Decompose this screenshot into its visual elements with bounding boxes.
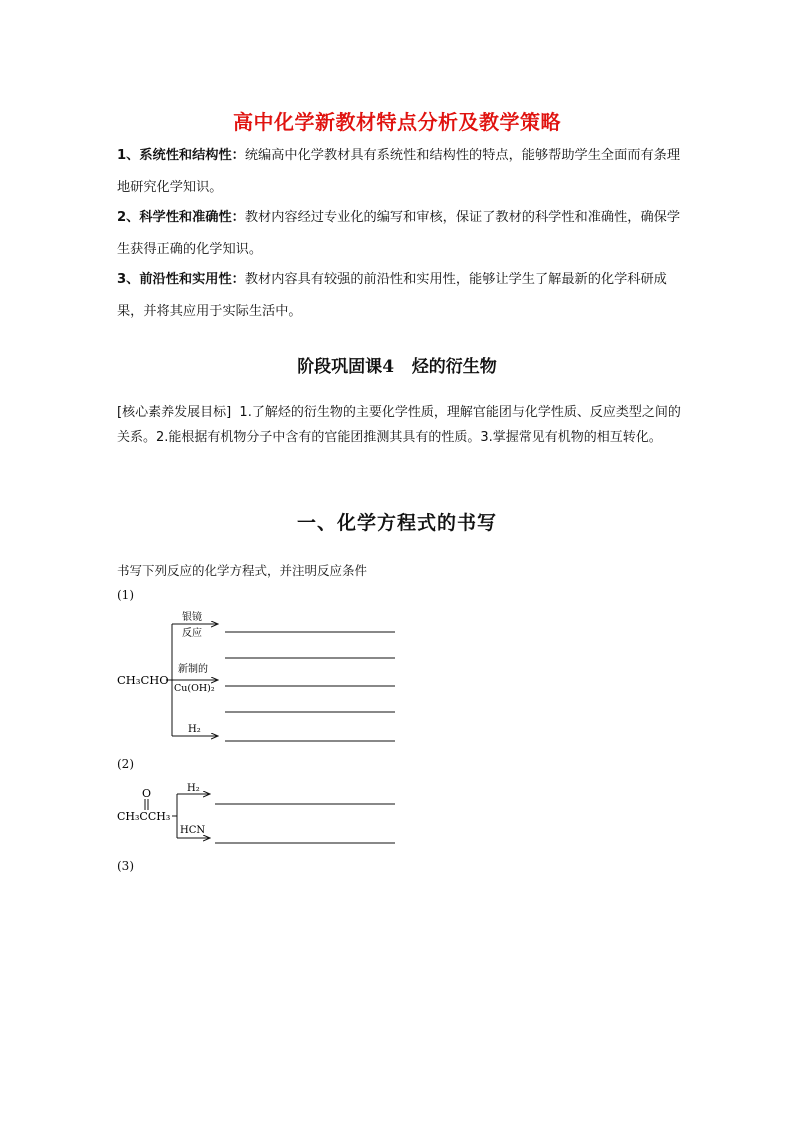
p1-cond1-bottom: 反应 (182, 628, 202, 639)
p1-reactant: CH₃CHO (117, 673, 169, 687)
instruction-text: 书写下列反应的化学方程式，并注明反应条件 (117, 563, 368, 578)
p2-cond2: HCN (180, 825, 206, 836)
lesson-title-suffix: 烃的衍生物 (411, 357, 497, 377)
core-goal (117, 400, 682, 450)
feature-2-text: 教材内容经过专业化的编写和审核，保证了教材的科学性和准确性，确保学生获得正确的化学知识。 (117, 210, 681, 257)
p1-cond2-top: 新制的 (178, 664, 208, 675)
p1-cond1-top: 银镜 (182, 612, 202, 623)
p1-cond3: H₂ (188, 724, 201, 735)
lesson-title (0, 352, 794, 377)
problem-3-label: (3) (117, 859, 134, 873)
feature-1-label: 1、系统性和结构性： (117, 148, 245, 163)
p2-carbonyl-oxygen: O (142, 787, 152, 800)
lesson-title-prefix: 阶段巩固课 (297, 357, 383, 377)
core-goal-label: [核心素养发展目标] (117, 405, 232, 420)
feature-1-text: 统编高中化学教材具有系统性和结构性的特点，能够帮助学生全面而有条理地研究化学知识。 (117, 148, 681, 195)
feature-3 (117, 264, 682, 328)
problem-2-label: (2) (117, 757, 134, 771)
problem-2-diagram (0, 780, 794, 850)
feature-3-text: 教材内容具有较强的前沿性和实用性，能够让学生了解最新的化学科研成果，并将其应用于实际生活中。 (117, 272, 667, 319)
core-goal-text: 1.了解烃的衍生物的主要化学性质，理解官能团与化学性质、反应类型之间的关系。2.能根据有机物分子中含有的官能团推测其具有的性质。3.掌握常见有机物的相互转化。 (117, 405, 681, 445)
feature-1 (117, 140, 682, 204)
lesson-title-number: 4 (382, 357, 395, 377)
p2-reactant: CH₃CCH₃ (117, 810, 171, 823)
feature-2 (117, 202, 682, 266)
feature-2-label: 2、科学性和准确性： (117, 210, 245, 225)
problem-1-diagram (0, 600, 794, 750)
page-title: 高中化学新教材特点分析及教学策略 (233, 110, 561, 134)
p1-cond2-bottom: Cu(OH)₂ (174, 683, 215, 694)
problem-1-label: (1) (117, 588, 134, 602)
section-heading: 一、化学方程式的书写 (296, 512, 497, 534)
feature-3-label: 3、前沿性和实用性： (117, 272, 245, 287)
p2-cond1: H₂ (187, 783, 200, 794)
